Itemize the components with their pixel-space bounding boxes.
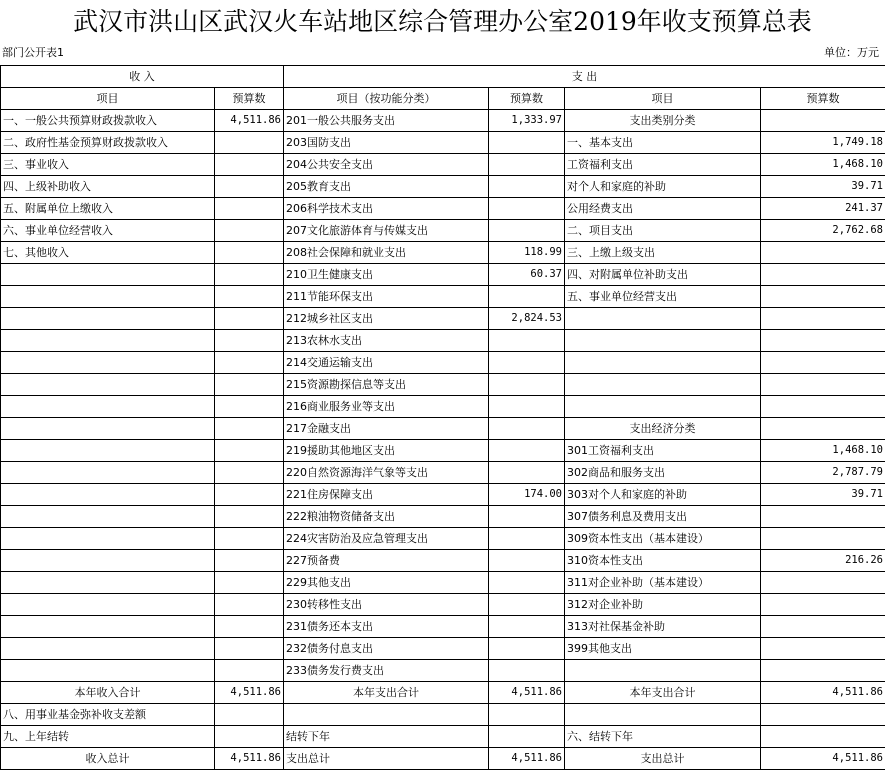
category-item-cell: [565, 374, 761, 396]
func-item-cell: 224灾害防治及应急管理支出: [284, 528, 489, 550]
table-row: [1, 220, 885, 242]
category-budget-cell: [761, 396, 885, 418]
category-item-cell: 399其他支出: [565, 638, 761, 660]
income-budget-cell: [215, 330, 284, 352]
category-budget-cell: [761, 638, 885, 660]
carry-next2-value: [761, 726, 885, 748]
table-row: [1, 440, 885, 462]
income-budget-cell: [215, 264, 284, 286]
func-budget-cell: [489, 594, 565, 616]
func-budget-cell: [489, 506, 565, 528]
func-budget-cell: 118.99: [489, 242, 565, 264]
func-item-cell: 207文化旅游体育与传媒支出: [284, 220, 489, 242]
carry-next-value: [489, 726, 565, 748]
func-budget-cell: 174.00: [489, 484, 565, 506]
income-item-cell: [1, 506, 215, 528]
unit-label: 单位：万元: [824, 46, 879, 59]
func-budget-header: 预算数: [489, 88, 565, 110]
income-budget-cell: [215, 506, 284, 528]
func-budget-cell: [489, 286, 565, 308]
func-item-cell: 205教育支出: [284, 176, 489, 198]
category-budget-cell: 1,468.10: [761, 440, 885, 462]
fund-gap-label: 八、用事业基金弥补收支差额: [1, 704, 215, 726]
expense-total-label: 本年支出合计: [284, 682, 489, 704]
func-budget-cell: [489, 528, 565, 550]
section-header-row: [1, 66, 885, 88]
table-row: [1, 462, 885, 484]
table-row: [1, 242, 885, 264]
totals-row: [1, 682, 885, 704]
income-budget-cell: [215, 132, 284, 154]
income-budget-cell: [215, 418, 284, 440]
category-budget-cell: [761, 242, 885, 264]
spend-grand-label: 支出总计: [565, 748, 761, 770]
income-item-cell: 二、政府性基金预算财政拨款收入: [1, 132, 215, 154]
income-budget-cell: [215, 462, 284, 484]
func-item-cell: 203国防支出: [284, 132, 489, 154]
table-row: [1, 374, 885, 396]
func-budget-cell: [489, 638, 565, 660]
category-item-cell: 五、事业单位经营支出: [565, 286, 761, 308]
func-budget-cell: [489, 440, 565, 462]
func-budget-cell: 1,333.97: [489, 110, 565, 132]
spend-total-label: 本年支出合计: [565, 682, 761, 704]
income-budget-cell: [215, 198, 284, 220]
func-item-cell: 213农林水支出: [284, 330, 489, 352]
func-item-cell: 204公共安全支出: [284, 154, 489, 176]
table-row: [1, 264, 885, 286]
func-item-cell: 208社会保障和就业支出: [284, 242, 489, 264]
table-row: [1, 550, 885, 572]
income-item-cell: [1, 308, 215, 330]
income-item-header: 项目: [1, 88, 215, 110]
func-budget-cell: 60.37: [489, 264, 565, 286]
category-item-cell: 三、上缴上级支出: [565, 242, 761, 264]
func-budget-cell: [489, 176, 565, 198]
func-item-cell: 221住房保障支出: [284, 484, 489, 506]
income-item-cell: [1, 616, 215, 638]
category-item-cell: [565, 396, 761, 418]
income-item-cell: [1, 594, 215, 616]
income-budget-cell: 4,511.86: [215, 110, 284, 132]
table-row: [1, 660, 885, 682]
category-item-cell: 307债务利息及费用支出: [565, 506, 761, 528]
spend-total-value: 4,511.86: [761, 682, 885, 704]
fund-gap-spend-value: [761, 704, 885, 726]
fund-gap-row: [1, 704, 885, 726]
category-item-cell: 工资福利支出: [565, 154, 761, 176]
func-budget-cell: [489, 352, 565, 374]
func-budget-cell: [489, 660, 565, 682]
category-item-cell: 一、基本支出: [565, 132, 761, 154]
income-budget-cell: [215, 308, 284, 330]
func-item-cell: 220自然资源海洋气象等支出: [284, 462, 489, 484]
category-budget-header: 预算数: [761, 88, 885, 110]
income-item-cell: [1, 286, 215, 308]
column-header-row: [1, 88, 885, 110]
fund-gap-expense-value: [489, 704, 565, 726]
category-budget-cell: [761, 330, 885, 352]
category-budget-cell: [761, 308, 885, 330]
income-item-cell: [1, 418, 215, 440]
category-item-cell: 310资本性支出: [565, 550, 761, 572]
category-budget-cell: 39.71: [761, 484, 885, 506]
fund-gap-value: [215, 704, 284, 726]
carry-next-label: 结转下年: [284, 726, 489, 748]
func-budget-cell: [489, 154, 565, 176]
income-grand-value: 4,511.86: [215, 748, 284, 770]
func-item-cell: 232债务付息支出: [284, 638, 489, 660]
func-budget-cell: [489, 132, 565, 154]
income-item-cell: [1, 396, 215, 418]
category-item-cell: 四、对附属单位补助支出: [565, 264, 761, 286]
expense-grand-value: 4,511.86: [489, 748, 565, 770]
table-row: [1, 352, 885, 374]
income-grand-label: 收入总计: [1, 748, 215, 770]
form-label: 部门公开表1: [2, 46, 64, 59]
category-budget-cell: [761, 660, 885, 682]
category-budget-cell: 2,787.79: [761, 462, 885, 484]
table-row: [1, 638, 885, 660]
category-item-cell: 302商品和服务支出: [565, 462, 761, 484]
income-section-header: 收 入: [1, 66, 284, 88]
income-item-cell: [1, 374, 215, 396]
func-item-cell: 210卫生健康支出: [284, 264, 489, 286]
expense-grand-label: 支出总计: [284, 748, 489, 770]
category-budget-cell: [761, 374, 885, 396]
table-row: [1, 528, 885, 550]
income-item-cell: 六、事业单位经营收入: [1, 220, 215, 242]
income-budget-cell: [215, 396, 284, 418]
income-budget-cell: [215, 352, 284, 374]
func-item-cell: 229其他支出: [284, 572, 489, 594]
table-row: [1, 330, 885, 352]
prev-carry-value: [215, 726, 284, 748]
func-item-cell: 230转移性支出: [284, 594, 489, 616]
func-budget-cell: [489, 572, 565, 594]
func-budget-cell: [489, 396, 565, 418]
table-row: [1, 396, 885, 418]
category-budget-cell: [761, 264, 885, 286]
income-budget-cell: [215, 176, 284, 198]
category-item-cell: 支出类别分类: [565, 110, 761, 132]
income-budget-cell: [215, 572, 284, 594]
table-row: [1, 154, 885, 176]
income-total-value: 4,511.86: [215, 682, 284, 704]
table-row: [1, 132, 885, 154]
income-budget-cell: [215, 440, 284, 462]
category-budget-cell: 241.37: [761, 198, 885, 220]
category-budget-cell: [761, 352, 885, 374]
fund-gap-spend-item: [565, 704, 761, 726]
carry-next2-label: 六、结转下年: [565, 726, 761, 748]
income-item-cell: [1, 484, 215, 506]
category-item-cell: 312对企业补助: [565, 594, 761, 616]
income-budget-cell: [215, 660, 284, 682]
table-row: [1, 110, 885, 132]
func-item-cell: 222粮油物资储备支出: [284, 506, 489, 528]
income-total-label: 本年收入合计: [1, 682, 215, 704]
func-item-cell: 212城乡社区支出: [284, 308, 489, 330]
grand-total-row: [1, 748, 885, 770]
func-item-cell: 217金融支出: [284, 418, 489, 440]
func-item-cell: 206科学技术支出: [284, 198, 489, 220]
income-item-cell: 三、事业收入: [1, 154, 215, 176]
category-budget-cell: 39.71: [761, 176, 885, 198]
func-item-cell: 211节能环保支出: [284, 286, 489, 308]
category-item-cell: 309资本性支出（基本建设）: [565, 528, 761, 550]
category-budget-cell: [761, 528, 885, 550]
func-item-header: 项目（按功能分类）: [284, 88, 489, 110]
category-item-cell: [565, 308, 761, 330]
func-item-cell: 201一般公共服务支出: [284, 110, 489, 132]
spend-grand-value: 4,511.86: [761, 748, 885, 770]
income-budget-cell: [215, 220, 284, 242]
func-item-cell: 227预备费: [284, 550, 489, 572]
table-row: [1, 594, 885, 616]
category-item-cell: 支出经济分类: [565, 418, 761, 440]
func-budget-cell: [489, 616, 565, 638]
carry-row: [1, 726, 885, 748]
func-item-cell: 216商业服务业等支出: [284, 396, 489, 418]
table-row: [1, 418, 885, 440]
page-title: 武汉市洪山区武汉火车站地区综合管理办公室2019年收支预算总表: [73, 7, 812, 36]
table-row: [1, 308, 885, 330]
category-budget-cell: [761, 286, 885, 308]
income-item-cell: [1, 572, 215, 594]
func-budget-cell: [489, 550, 565, 572]
func-item-cell: 233债务发行费支出: [284, 660, 489, 682]
budget-table: [0, 65, 885, 770]
prev-carry-label: 九、上年结转: [1, 726, 215, 748]
category-item-cell: 公用经费支出: [565, 198, 761, 220]
category-item-cell: 301工资福利支出: [565, 440, 761, 462]
table-row: [1, 176, 885, 198]
table-row: [1, 286, 885, 308]
category-budget-cell: [761, 110, 885, 132]
fund-gap-expense-item: [284, 704, 489, 726]
income-budget-cell: [215, 484, 284, 506]
income-item-cell: [1, 462, 215, 484]
income-item-cell: [1, 528, 215, 550]
income-budget-header: 预算数: [215, 88, 284, 110]
category-budget-cell: [761, 418, 885, 440]
income-budget-cell: [215, 550, 284, 572]
income-budget-cell: [215, 374, 284, 396]
category-item-cell: 311对企业补助（基本建设）: [565, 572, 761, 594]
income-item-cell: 一、一般公共预算财政拨款收入: [1, 110, 215, 132]
income-item-cell: [1, 440, 215, 462]
category-item-cell: [565, 660, 761, 682]
income-item-cell: [1, 264, 215, 286]
func-budget-cell: [489, 198, 565, 220]
table-row: [1, 616, 885, 638]
func-budget-cell: 2,824.53: [489, 308, 565, 330]
func-budget-cell: [489, 330, 565, 352]
category-item-cell: 303对个人和家庭的补助: [565, 484, 761, 506]
category-budget-cell: [761, 572, 885, 594]
category-item-cell: 对个人和家庭的补助: [565, 176, 761, 198]
income-item-cell: 七、其他收入: [1, 242, 215, 264]
income-budget-cell: [215, 616, 284, 638]
func-budget-cell: [489, 418, 565, 440]
category-budget-cell: [761, 616, 885, 638]
table-row: [1, 572, 885, 594]
func-budget-cell: [489, 462, 565, 484]
expense-section-header: 支 出: [284, 66, 885, 88]
category-item-cell: [565, 352, 761, 374]
income-item-cell: [1, 330, 215, 352]
category-item-header: 项目: [565, 88, 761, 110]
func-item-cell: 215资源勘探信息等支出: [284, 374, 489, 396]
category-item-cell: 二、项目支出: [565, 220, 761, 242]
category-budget-cell: 2,762.68: [761, 220, 885, 242]
table-row: [1, 506, 885, 528]
func-budget-cell: [489, 374, 565, 396]
expense-total-value: 4,511.86: [489, 682, 565, 704]
table-row: [1, 484, 885, 506]
category-budget-cell: [761, 594, 885, 616]
category-item-cell: [565, 330, 761, 352]
income-budget-cell: [215, 638, 284, 660]
income-item-cell: 四、上级补助收入: [1, 176, 215, 198]
income-budget-cell: [215, 242, 284, 264]
category-item-cell: 313对社保基金补助: [565, 616, 761, 638]
income-item-cell: [1, 550, 215, 572]
income-budget-cell: [215, 528, 284, 550]
func-budget-cell: [489, 220, 565, 242]
income-budget-cell: [215, 286, 284, 308]
func-item-cell: 219援助其他地区支出: [284, 440, 489, 462]
table-row: [1, 198, 885, 220]
income-item-cell: [1, 660, 215, 682]
category-budget-cell: [761, 506, 885, 528]
income-item-cell: 五、附属单位上缴收入: [1, 198, 215, 220]
income-budget-cell: [215, 594, 284, 616]
category-budget-cell: 1,749.18: [761, 132, 885, 154]
category-budget-cell: 216.26: [761, 550, 885, 572]
func-item-cell: 214交通运输支出: [284, 352, 489, 374]
income-item-cell: [1, 638, 215, 660]
category-budget-cell: 1,468.10: [761, 154, 885, 176]
income-budget-cell: [215, 154, 284, 176]
income-item-cell: [1, 352, 215, 374]
func-item-cell: 231债务还本支出: [284, 616, 489, 638]
